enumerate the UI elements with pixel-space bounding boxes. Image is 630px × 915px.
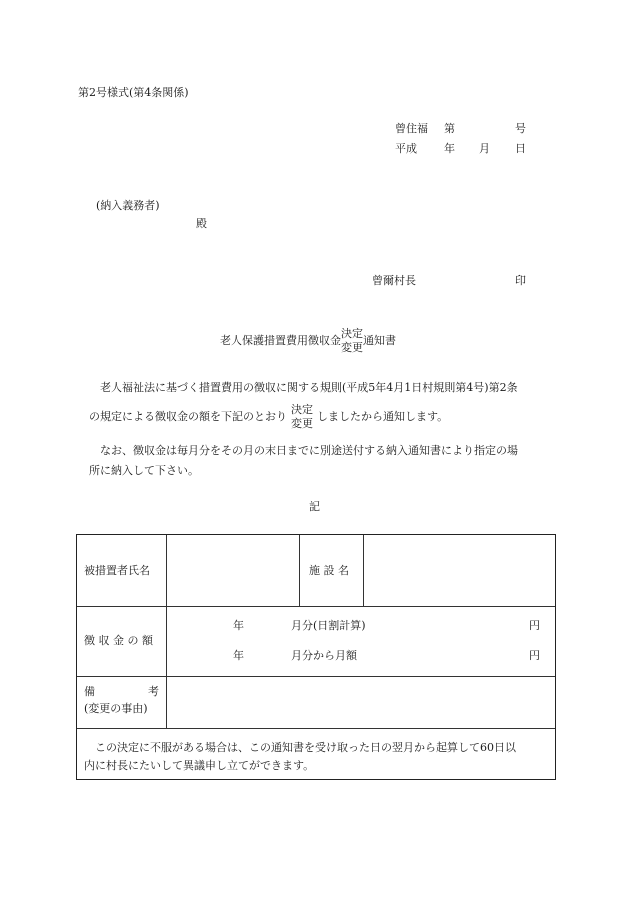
body-para1-line2-b: しましたから通知します。: [317, 410, 449, 424]
body-option-stack: [291, 403, 313, 431]
title-option-top: 決定: [341, 327, 363, 340]
sender-title: 曾爾村長: [372, 274, 416, 287]
document-title: [220, 327, 396, 355]
table-facility-line-right: [363, 535, 364, 606]
recipient-label: (納入義務者): [96, 199, 160, 212]
amount-label: 徴 収 金 の 額: [84, 634, 153, 647]
ki-label: 記: [309, 500, 320, 513]
body-option-top: 決定: [291, 403, 313, 416]
amount-row2-yen: 円: [529, 649, 540, 662]
amount-row2-month: 月分から月額: [291, 649, 357, 662]
body-para1-line2: [89, 403, 448, 431]
person-name-label: 被措置者氏名: [84, 564, 150, 577]
facility-name-label: 施 設 名: [309, 564, 349, 577]
remarks-label: [84, 685, 159, 698]
title-option-bottom: 変更: [341, 341, 363, 354]
body-para1-line2-a: の規定による徴収金の額を下記のとおり: [89, 410, 287, 424]
notice-line1: この決定に不服がある場合は、この通知書を受け取った日の翌月から起算して60日以: [95, 741, 516, 754]
date-day: 日: [515, 142, 526, 155]
notice-line2: 内に村長にたいして異議申し立てができます。: [84, 759, 315, 772]
date-month: 月: [479, 142, 490, 155]
record-table: [76, 534, 556, 780]
table-label-column-line: [166, 535, 167, 728]
amount-row1-year: 年: [233, 619, 244, 632]
title-suffix: 通知書: [363, 334, 396, 348]
title-option-stack: [341, 327, 363, 355]
amount-row1-month: 月分(日割計算): [291, 619, 366, 632]
seal-mark: 印: [515, 274, 526, 287]
table-facility-line-left: [299, 535, 300, 606]
doc-number-mid: 第: [444, 122, 455, 135]
body-para2-line2: 所に納入して下さい。: [89, 464, 199, 477]
title-main: 老人保護措置費用徴収金: [220, 334, 341, 348]
date-year: 年: [444, 142, 455, 155]
amount-row1-yen: 円: [529, 619, 540, 632]
remarks-sub-label: (変更の事由): [84, 702, 148, 715]
table-divider-1: [77, 606, 555, 607]
remarks-label-b: 考: [148, 685, 159, 698]
body-para2-line1: なお、徴収金は毎月分をその月の末日までに別途送付する納入通知書により指定の場: [100, 444, 518, 457]
doc-number-suffix: 号: [515, 122, 526, 135]
remarks-label-a: 備: [84, 685, 95, 698]
recipient-honorific: 殿: [196, 217, 207, 230]
body-option-bottom: 変更: [291, 417, 313, 430]
table-divider-2: [77, 676, 555, 677]
amount-row2-year: 年: [233, 649, 244, 662]
form-number: 第2号様式(第4条関係): [78, 86, 189, 99]
table-divider-3: [77, 728, 555, 729]
doc-number-prefix: 曾住福: [395, 122, 428, 135]
body-para1-line1: 老人福祉法に基づく措置費用の徴収に関する規則(平成5年4月1日村規則第4号)第2条: [100, 381, 518, 394]
date-era: 平成: [395, 142, 417, 155]
